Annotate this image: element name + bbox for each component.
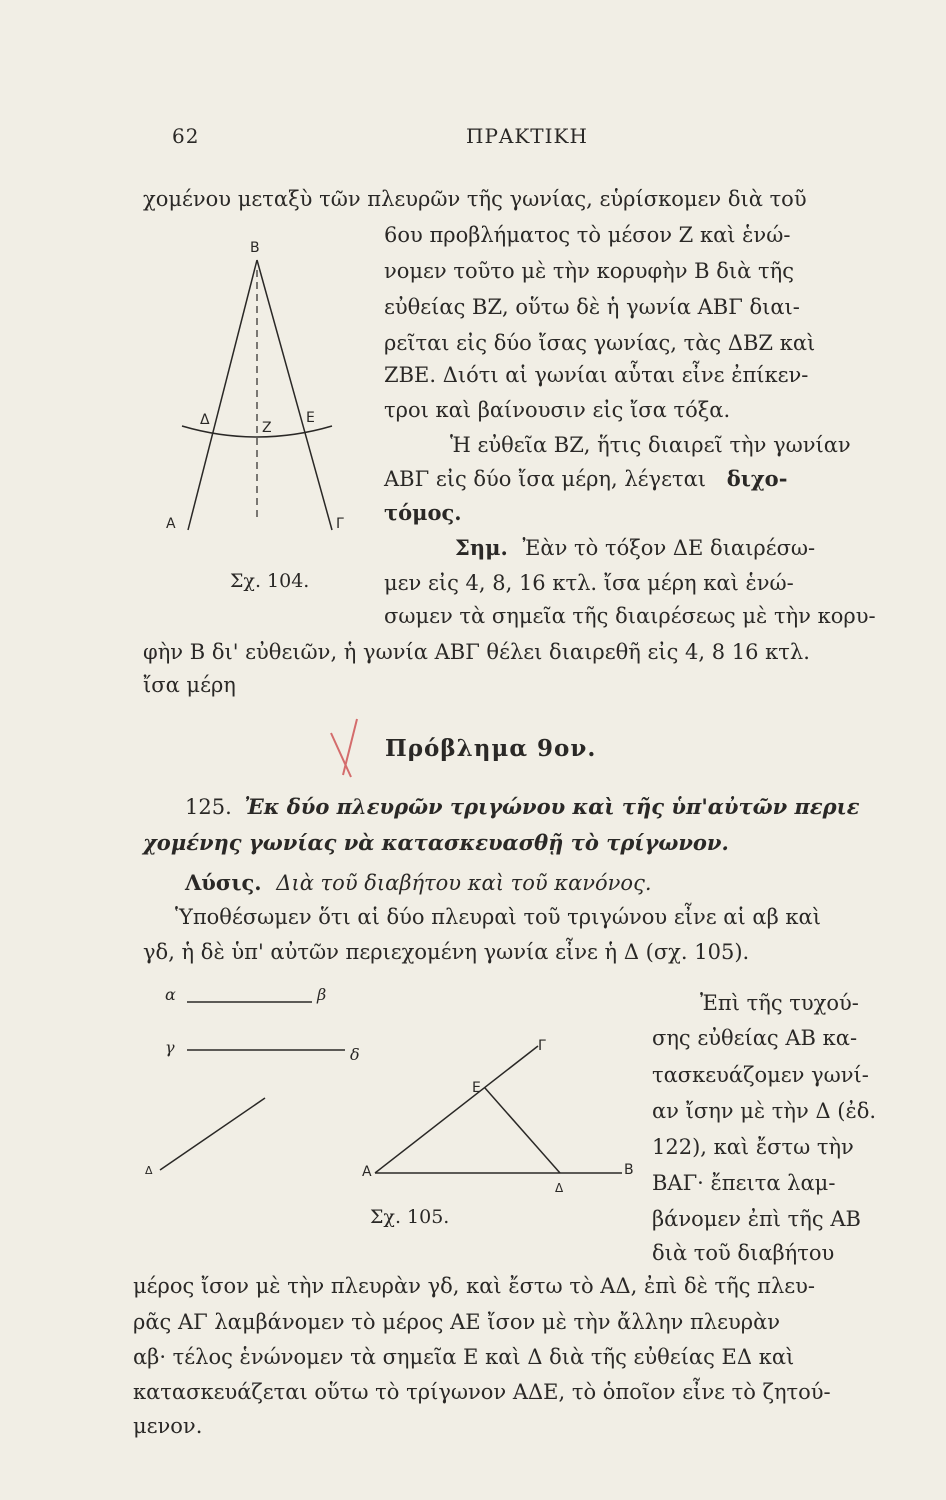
note-line <box>455 535 815 561</box>
figure-105-caption: Σχ. 105. <box>370 1206 450 1228</box>
label-B: Β <box>624 1162 634 1178</box>
text-line: κατασκευάζεται οὕτω τὸ τρίγωνον ΑΔΕ, τὸ ὁποῖον εἶνε τὸ ζητού- <box>133 1380 831 1404</box>
note-line: σωμεν τὰ σημεῖα τῆς διαιρέσεως μὲ τὴν κορυ- <box>384 604 876 628</box>
text-line: τασκευάζομεν γωνί- <box>652 1063 869 1087</box>
label-E: Ε <box>306 410 315 426</box>
page-number: 62 <box>172 124 200 148</box>
text-line: ρᾶς ΑΓ λαμβάνομεν τὸ μέρος ΑΕ ἴσον μὲ τὴν ἄλλην πλευρὰν <box>133 1310 781 1334</box>
label-gamma: γ <box>165 1038 175 1057</box>
text-line: 122), καὶ ἔστω τὴν <box>652 1135 854 1159</box>
text-line: εὐθείας ΒΖ, οὕτω δὲ ἡ γωνία ΑΒΓ διαι- <box>384 295 800 319</box>
text-line: αβ· τέλος ἑνώνομεν τὰ σημεῖα Ε καὶ Δ διὰ τῆς εὐθείας ΕΔ καὶ <box>133 1345 795 1369</box>
red-pencil-mark-icon <box>325 715 370 785</box>
problem-statement-line: χομένης γωνίας νὰ κατασκευασθῇ τὸ τρίγωνον. <box>143 830 729 855</box>
solution-label: Λύσις. <box>185 870 262 895</box>
line-AG <box>375 1046 538 1173</box>
label-A: Α <box>362 1164 372 1180</box>
text-line: νομεν τοῦτο μὲ τὴν κορυφὴν Β διὰ τῆς <box>384 259 794 283</box>
figure-104-caption: Σχ. 104. <box>230 570 310 592</box>
figure-105 <box>140 980 645 1200</box>
label-D: Δ <box>200 412 210 428</box>
label-alpha: α <box>165 985 176 1004</box>
text-line: βάνομεν ἐπὶ τῆς ΑΒ <box>652 1207 861 1231</box>
text-line: τροι καὶ βαίνουσιν εἰς ἴσα τόξα. <box>384 398 731 422</box>
note-line: ἴσα μέρη <box>143 673 236 697</box>
note-label: Σημ. <box>455 535 508 560</box>
label-angle-D: Δ <box>145 1164 153 1177</box>
text-line: 6ου προβλήματος τὸ μέσον Ζ καὶ ἑνώ- <box>384 223 791 247</box>
label-G: Γ <box>336 516 344 532</box>
running-title: ΠΡΑΚΤΙΚΗ <box>466 124 588 148</box>
text-line: Ἡ εὐθεῖα ΒΖ, ἥτις διαιρεῖ τὴν γωνίαν <box>450 433 851 457</box>
text-run: ΑΒΓ εἰς δύο ἴσα μέρη, λέγεται <box>384 467 707 491</box>
problem-number: 125. <box>185 795 232 819</box>
label-G: Γ <box>538 1038 546 1054</box>
solution-line <box>185 870 652 896</box>
text-run: Ἐὰν τὸ τόξον ΔΕ διαιρέσω- <box>522 536 816 560</box>
label-beta: β <box>317 985 327 1004</box>
text-line: σης εὐθείας ΑΒ κα- <box>652 1026 858 1050</box>
note-line: μεν εἰς 4, 8, 16 κτλ. ἴσα μέρη καὶ ἑνώ- <box>384 571 794 595</box>
text-line: αν ἴσην μὲ τὴν Δ (ἐδ. <box>652 1099 877 1123</box>
text-line: χομένου μεταξὺ τῶν πλευρῶν τῆς γωνίας, εὑρίσκομεν διὰ τοῦ <box>143 187 807 211</box>
term-dichotomos: διχο- <box>726 466 788 491</box>
line-BG <box>257 260 332 530</box>
label-Z: Ζ <box>262 420 272 436</box>
angle-D-ray <box>160 1098 265 1170</box>
label-D-point: Δ <box>555 1181 564 1195</box>
line-BA <box>188 260 257 530</box>
term-dichotomos-end: τόμος. <box>384 500 462 525</box>
text-line <box>384 466 787 492</box>
text-line: μέρος ἴσον μὲ τὴν πλευρὰν γδ, καὶ ἔστω τὸ ΑΔ, ἐπὶ δὲ τῆς πλευ- <box>133 1274 816 1298</box>
line-ED <box>485 1088 560 1173</box>
text-line: ΒΑΓ· ἔπειτα λαμ- <box>652 1171 836 1195</box>
problem-heading: Πρόβλημα 9ον. <box>385 735 597 762</box>
label-B: Β <box>250 240 260 256</box>
problem-statement: Ἐκ δύο πλευρῶν τριγώνου καὶ τῆς ὑπ'αὐτῶν περιε <box>244 794 860 819</box>
text-line: Ὑποθέσωμεν ὅτι αἱ δύο πλευραὶ τοῦ τριγώνου εἶνε αἱ αβ καὶ <box>175 905 821 929</box>
text-line: διὰ τοῦ διαβήτου <box>652 1241 835 1265</box>
text-line: Ἐπὶ τῆς τυχού- <box>700 991 859 1015</box>
figure-104 <box>160 230 380 550</box>
label-delta: δ <box>350 1045 360 1064</box>
text-line: ΖΒΕ. Διότι αἱ γωνίαι αὗται εἶνε ἐπίκεν- <box>384 363 809 387</box>
text-line: γδ, ἡ δὲ ὑπ' αὐτῶν περιεχομένη γωνία εἶνε ἡ Δ (σχ. 105). <box>143 940 750 964</box>
label-E: Ε <box>472 1080 481 1096</box>
text-line: ρεῖται εἰς δύο ἴσας γωνίας, τὰς ΔΒΖ καὶ <box>384 331 816 355</box>
solution-text: Διὰ τοῦ διαβήτου καὶ τοῦ κανόνος. <box>276 871 652 895</box>
text-line: μενον. <box>133 1414 203 1438</box>
label-A: Α <box>166 516 176 532</box>
note-line: φὴν Β δι' εὐθειῶν, ἡ γωνία ΑΒΓ θέλει διαιρεθῆ εἰς 4, 8 16 κτλ. <box>143 640 810 664</box>
problem-statement-line <box>185 794 860 820</box>
